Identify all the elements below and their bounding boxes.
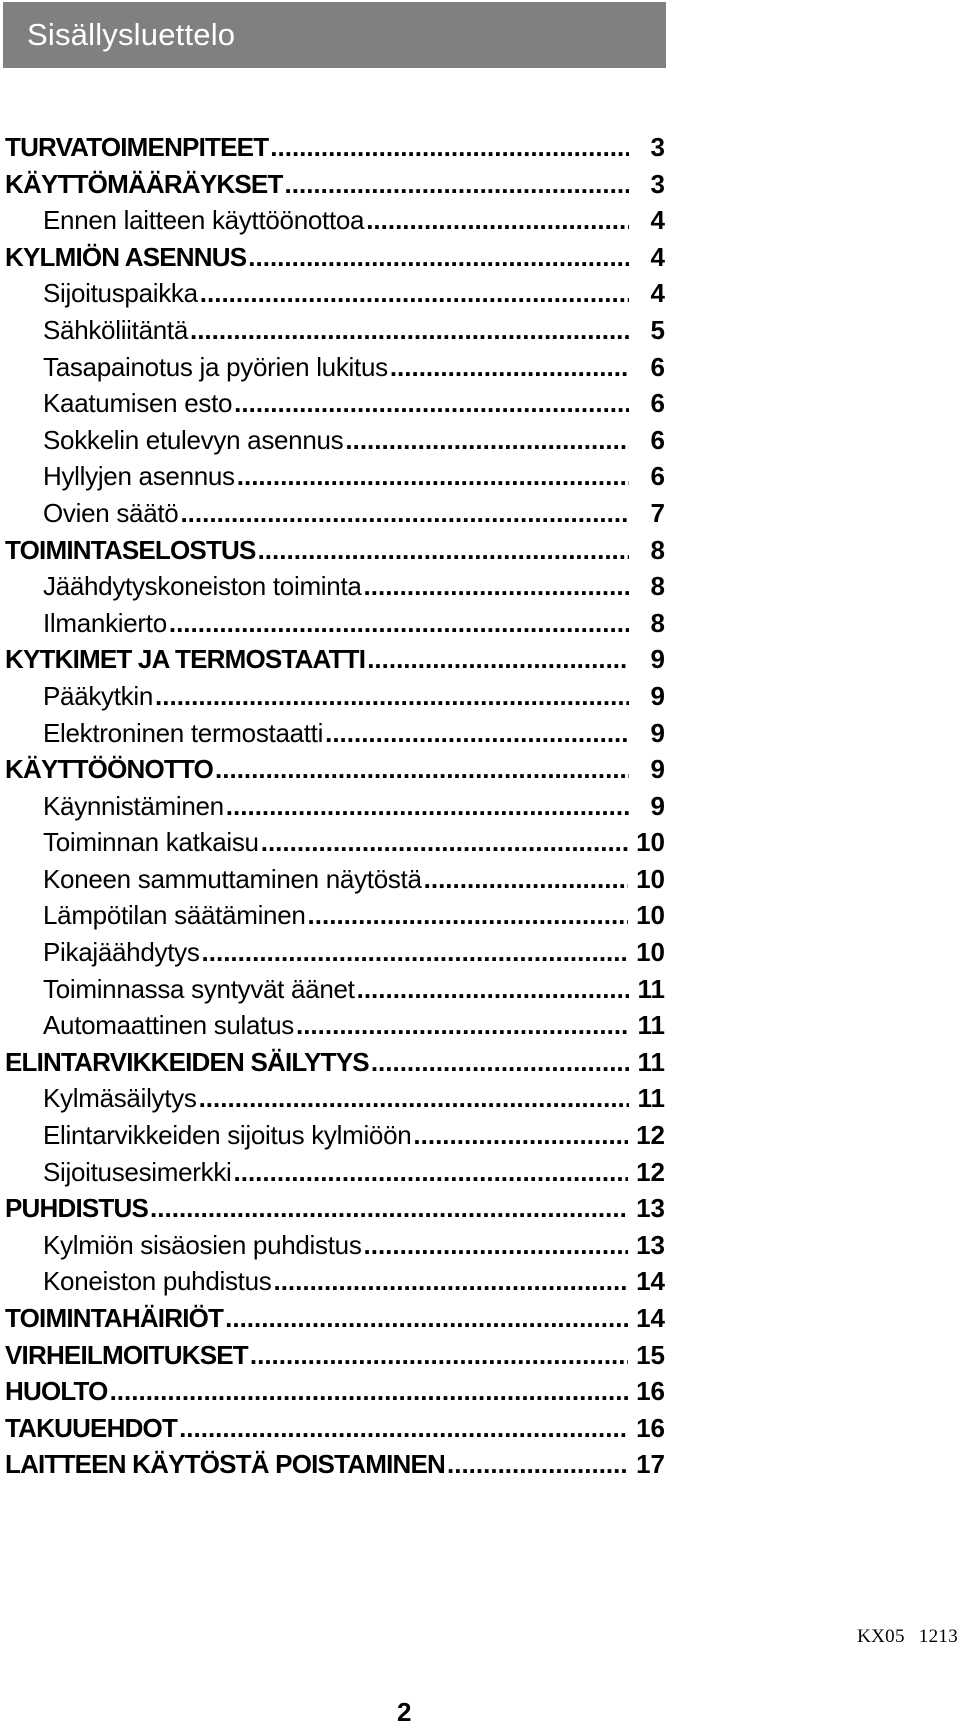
toc-dot-leader	[190, 312, 629, 349]
toc-entry-page-number: 9	[650, 680, 665, 711]
toc-entry-label: Lämpötilan säätäminen	[43, 900, 306, 931]
toc-subsection-entry	[5, 788, 665, 825]
toc-subsection-entry	[5, 385, 665, 422]
toc-dot-leader	[367, 641, 629, 678]
toc-dot-leader	[258, 532, 629, 569]
toc-entry-page-number: 8	[650, 534, 665, 565]
toc-dot-leader	[366, 202, 629, 239]
toc-entry-label: KÄYTTÖÖNOTTO	[5, 754, 214, 785]
toc-entry-page-number: 13	[636, 1193, 665, 1224]
toc-entry-page-number: 13	[636, 1229, 665, 1260]
toc-entry-label: TURVATOIMENPITEET	[5, 132, 269, 162]
toc-section-entry	[5, 1044, 665, 1081]
toc-entry-page-number: 6	[650, 388, 665, 419]
toc-subsection-entry	[5, 1227, 665, 1264]
toc-entry-page-number: 14	[636, 1266, 665, 1297]
toc-dot-leader	[447, 1446, 628, 1483]
toc-entry-label: ELINTARVIKKEIDEN SÄILYTYS	[5, 1046, 369, 1077]
toc-entry-label: Kylmiön sisäosien puhdistus	[43, 1229, 362, 1260]
toc-section-entry	[5, 1446, 665, 1483]
toc-dot-leader	[215, 751, 629, 788]
toc-section-entry	[5, 1373, 665, 1410]
toc-dot-leader	[296, 1007, 629, 1044]
toc-entry-label: HUOLTO	[5, 1376, 108, 1407]
toc-dot-leader	[371, 1044, 629, 1081]
toc-subsection-entry	[5, 422, 665, 459]
toc-subsection-entry	[5, 275, 665, 312]
toc-entry-page-number: 11	[637, 1010, 665, 1041]
toc-entry-page-number: 12	[636, 1156, 665, 1187]
toc-dot-leader	[200, 275, 629, 312]
toc-dot-leader	[226, 788, 629, 825]
toc-entry-label: Sokkelin etulevyn asennus	[43, 424, 344, 455]
toc-entry-page-number: 8	[650, 571, 665, 602]
toc-entry-page-number: 5	[650, 314, 665, 345]
toc-dot-leader	[357, 971, 629, 1008]
toc-entry-label: Tasapainotus ja pyörien lukitus	[43, 351, 388, 382]
toc-subsection-entry	[5, 349, 665, 386]
toc-entry-label: TOIMINTAHÄIRIÖT	[5, 1303, 224, 1333]
toc-entry-page-number: 8	[650, 607, 665, 638]
toc-entry-page-number: 17	[636, 1449, 665, 1480]
toc-dot-leader	[225, 1300, 628, 1337]
toc-entry-label: PUHDISTUS	[5, 1193, 149, 1224]
toc-entry-page-number: 10	[636, 937, 665, 968]
header-bar	[3, 2, 666, 68]
toc-entry-label: Toiminnassa syntyvät äänet	[43, 973, 355, 1004]
toc-dot-leader	[325, 715, 629, 752]
toc-dot-leader	[364, 1227, 629, 1264]
toc-entry-page-number: 14	[636, 1303, 665, 1333]
toc-subsection-entry	[5, 971, 665, 1008]
toc-entry-label: TOIMINTASELOSTUS	[5, 534, 256, 565]
toc-entry-label: Sähköliitäntä	[43, 314, 188, 345]
toc-section-entry	[5, 129, 665, 166]
document-code-model: KX05	[857, 1626, 905, 1647]
toc-entry-label: LAITTEEN KÄYTÖSTÄ POISTAMINEN	[5, 1449, 445, 1480]
toc-entry-page-number: 9	[650, 717, 665, 748]
toc-dot-leader	[261, 824, 628, 861]
toc-entry-label: Käynnistäminen	[43, 790, 224, 821]
toc-subsection-entry	[5, 1007, 665, 1044]
toc-dot-leader	[413, 1117, 628, 1154]
toc-entry-page-number: 11	[637, 973, 665, 1004]
toc-entry-page-number: 3	[650, 168, 665, 199]
toc-entry-page-number: 11	[637, 1083, 665, 1114]
toc-entry-page-number: 6	[650, 461, 665, 492]
toc-entry-label: TAKUUEHDOT	[5, 1412, 178, 1443]
toc-entry-page-number: 10	[636, 827, 665, 858]
toc-section-entry	[5, 641, 665, 678]
toc-entry-label: Koneen sammuttaminen näytöstä	[43, 863, 422, 894]
toc-subsection-entry	[5, 1117, 665, 1154]
document-code-version: 1213	[918, 1626, 958, 1647]
toc-dot-leader	[155, 678, 629, 715]
toc-subsection-entry	[5, 1080, 665, 1117]
toc-dot-leader	[202, 934, 629, 971]
toc-dot-leader	[424, 861, 628, 898]
toc-dot-leader	[250, 1337, 628, 1374]
toc-dot-leader	[345, 422, 629, 459]
toc-dot-leader	[199, 1080, 629, 1117]
toc-entry-page-number: 10	[636, 863, 665, 894]
toc-subsection-entry	[5, 1263, 665, 1300]
toc-subsection-entry	[5, 605, 665, 642]
toc-dot-leader	[270, 129, 629, 166]
toc-entry-page-number: 10	[636, 900, 665, 931]
toc-entry-page-number: 4	[650, 278, 665, 309]
toc-entry-label: KYTKIMET JA TERMOSTAATTI	[5, 644, 366, 675]
toc-entry-label: VIRHEILMOITUKSET	[5, 1339, 248, 1370]
toc-subsection-entry	[5, 312, 665, 349]
toc-entry-label: KÄYTTÖMÄÄRÄYKSET	[5, 168, 283, 199]
page-number: 2	[397, 1697, 412, 1727]
toc-entry-page-number: 15	[636, 1339, 665, 1370]
toc-entry-page-number: 16	[636, 1412, 665, 1443]
toc-dot-leader	[248, 239, 629, 276]
toc-entry-label: Elintarvikkeiden sijoitus kylmiöön	[43, 1120, 412, 1151]
page-title: Sisällysluettelo	[27, 17, 236, 52]
toc-entry-label: Toiminnan katkaisu	[43, 827, 259, 858]
toc-dot-leader	[180, 495, 629, 532]
toc-section-entry	[5, 166, 665, 203]
toc-dot-leader	[110, 1373, 629, 1410]
toc-entry-label: Kaatumisen esto	[43, 388, 233, 419]
toc-subsection-entry	[5, 458, 665, 495]
toc-section-entry	[5, 751, 665, 788]
toc-subsection-entry	[5, 568, 665, 605]
toc-subsection-entry	[5, 1154, 665, 1191]
toc-entry-page-number: 4	[650, 241, 665, 272]
toc-dot-leader	[308, 897, 629, 934]
toc-entry-page-number: 16	[636, 1376, 665, 1407]
toc-entry-label: Ovien säätö	[43, 497, 179, 528]
toc-entry-label: Koneiston puhdistus	[43, 1266, 272, 1297]
toc-dot-leader	[234, 1154, 629, 1191]
toc-entry-label: Elektroninen termostaatti	[43, 717, 324, 748]
toc-entry-page-number: 3	[650, 132, 665, 162]
toc-entry-page-number: 9	[650, 644, 665, 675]
toc-entry-page-number: 7	[650, 497, 665, 528]
toc-entry-label: KYLMIÖN ASENNUS	[5, 241, 247, 272]
document-code	[857, 1626, 958, 1648]
toc-dot-leader	[390, 349, 629, 386]
toc-dot-leader	[364, 568, 629, 605]
toc-subsection-entry	[5, 678, 665, 715]
toc-entry-page-number: 9	[650, 790, 665, 821]
toc-section-entry	[5, 532, 665, 569]
toc-entry-label: Kylmäsäilytys	[43, 1083, 197, 1114]
toc-entry-label: Sijoitusesimerkki	[43, 1156, 232, 1187]
toc-dot-leader	[169, 605, 629, 642]
toc-entry-page-number: 9	[650, 754, 665, 785]
toc-subsection-entry	[5, 897, 665, 934]
toc-section-entry	[5, 1410, 665, 1447]
toc-entry-page-number: 6	[650, 351, 665, 382]
toc-section-entry	[5, 1190, 665, 1227]
toc-entry-label: Jäähdytyskoneiston toiminta	[43, 571, 362, 602]
toc-entry-label: Automaattinen sulatus	[43, 1010, 294, 1041]
table-of-contents	[5, 129, 665, 1483]
toc-dot-leader	[179, 1410, 628, 1447]
toc-dot-leader	[150, 1190, 628, 1227]
toc-entry-label: Ennen laitteen käyttöönottoa	[43, 205, 365, 236]
toc-subsection-entry	[5, 202, 665, 239]
toc-entry-label: Ilmankierto	[43, 607, 167, 638]
toc-section-entry	[5, 239, 665, 276]
toc-entry-label: Pääkytkin	[43, 680, 154, 711]
toc-subsection-entry	[5, 861, 665, 898]
toc-subsection-entry	[5, 715, 665, 752]
toc-entry-label: Hyllyjen asennus	[43, 461, 235, 492]
toc-dot-leader	[273, 1263, 628, 1300]
toc-entry-page-number: 11	[637, 1046, 665, 1077]
toc-entry-label: Sijoituspaikka	[43, 278, 198, 309]
toc-entry-label: Pikajäähdytys	[43, 937, 200, 968]
toc-entry-page-number: 6	[650, 424, 665, 455]
toc-dot-leader	[237, 458, 629, 495]
toc-subsection-entry	[5, 934, 665, 971]
toc-dot-leader	[234, 385, 629, 422]
toc-section-entry	[5, 1300, 665, 1337]
toc-entry-page-number: 12	[636, 1120, 665, 1151]
toc-subsection-entry	[5, 824, 665, 861]
toc-subsection-entry	[5, 495, 665, 532]
toc-entry-page-number: 4	[650, 205, 665, 236]
toc-dot-leader	[285, 166, 629, 203]
toc-section-entry	[5, 1337, 665, 1374]
